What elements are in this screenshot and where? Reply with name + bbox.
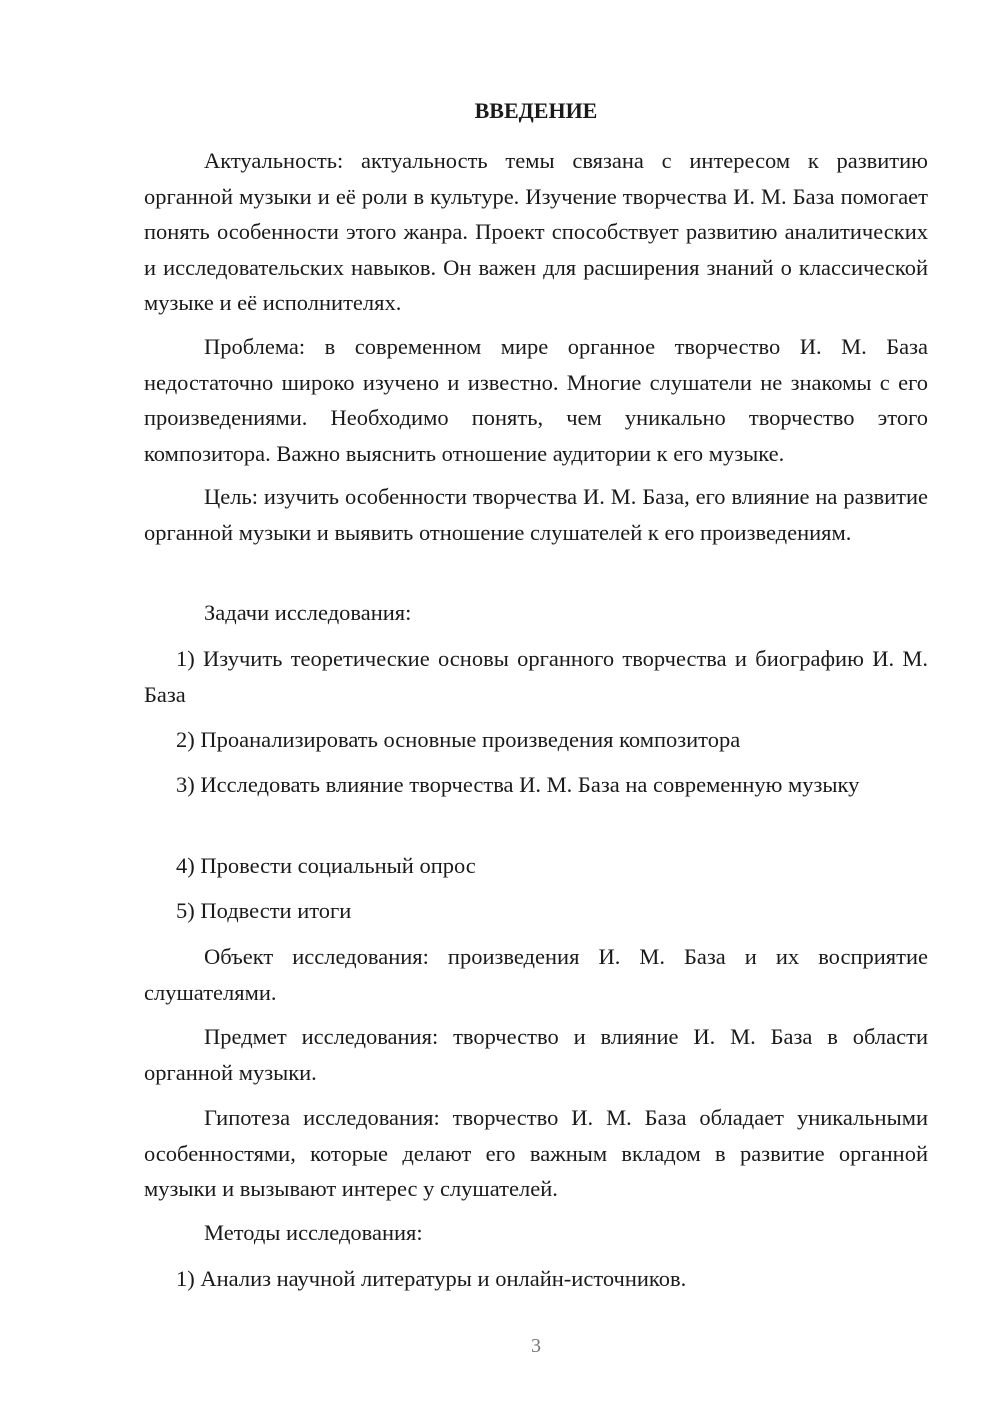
- method-item-1: 1) Анализ научной литературы и онлайн-источников.: [176, 1266, 687, 1291]
- task-item-3: 3) Исследовать влияние творчества И. М. База на современную музыку: [176, 772, 860, 797]
- task-item-4: 4) Провести социальный опрос: [176, 853, 476, 878]
- tasks-title: Задачи исследования:: [204, 600, 412, 625]
- task-item-2: 2) Проанализировать основные произведения композитора: [176, 727, 741, 752]
- task-item-5: 5) Подвести итоги: [176, 898, 352, 923]
- task-item-1: 1) Изучить теоретические основы органного творчества и биографию И. М. База: [144, 646, 928, 707]
- paragraph-hypothesis: Гипотеза исследования: творчество И. М. База обладает уникальными особенностями, которые делают его важным вкладом в развитие органной музыки и вызывают интерес у слушателей.: [144, 1105, 928, 1201]
- paragraph-problem: Проблема: в современном мире органное творчество И. М. База недостаточно широко изучено и известно. Многие слушатели не знакомы с его произведениями. Необходимо понять, чем уникально творчество этого композитора. Важно выяснить отношение аудитории к его музыке.: [144, 334, 928, 466]
- paragraph-goal: Цель: изучить особенности творчества И. М. База, его влияние на развитие органной музыки и выявить отношение слушателей к его произведениям.: [144, 484, 928, 545]
- paragraph-subject: Предмет исследования: творчество и влияние И. М. База в области органной музыки.: [144, 1024, 928, 1085]
- methods-title: Методы исследования:: [204, 1220, 423, 1245]
- page-title: ВВЕДЕНИЕ: [474, 98, 598, 123]
- paragraph-object: Объект исследования: произведения И. М. База и их восприятие слушателями.: [144, 944, 928, 1005]
- page-number: 3: [531, 1335, 541, 1357]
- paragraph-relevance: Актуальность: актуальность темы связана с интересом к развитию органной музыки и её роли в культуре. Изучение творчества И. М. База помогает понять особенности этого жанра. Проект способствует развитию аналитических и исследовательских навыков. Он важен для расширения знаний о классической музыке и её исполнителях.: [144, 148, 928, 315]
